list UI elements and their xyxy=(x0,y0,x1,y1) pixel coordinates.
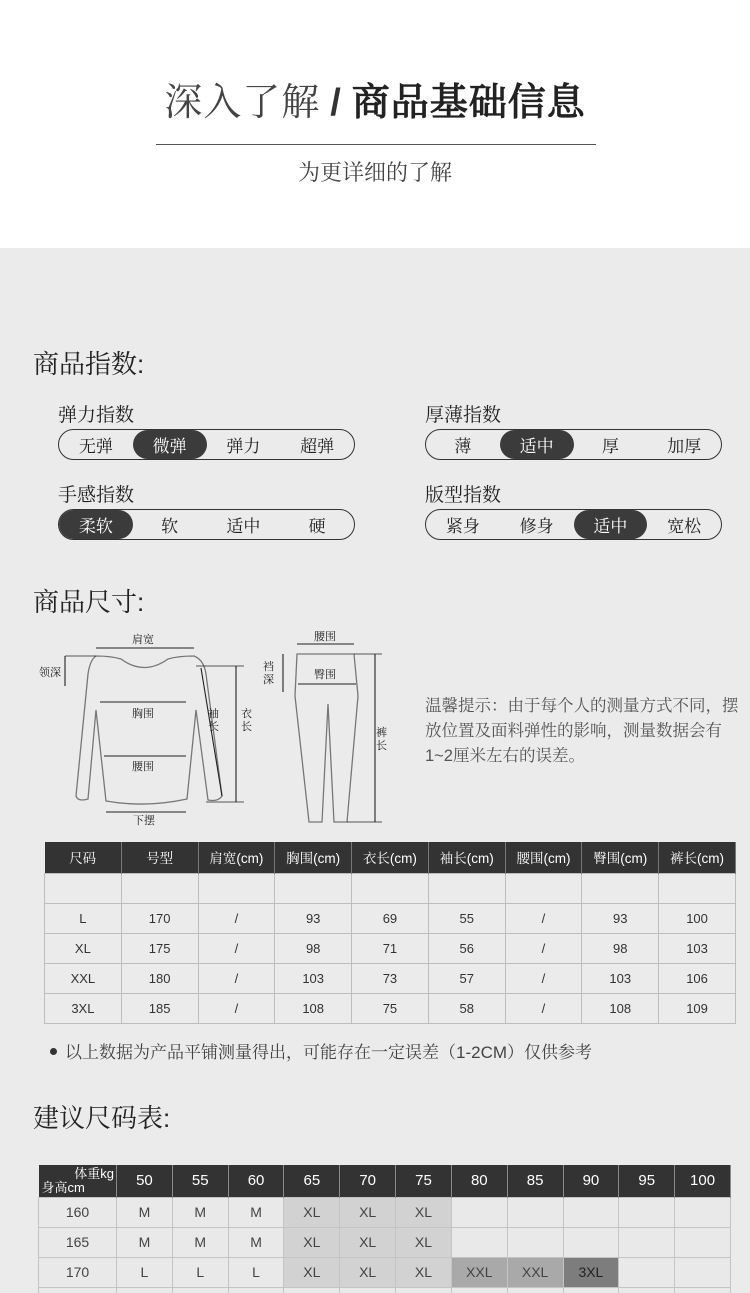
table-cell: 75 xyxy=(352,993,429,1023)
size-cell xyxy=(619,1227,675,1257)
size-cell xyxy=(619,1287,675,1293)
size-cell xyxy=(340,1287,396,1293)
size-cell: XL xyxy=(284,1257,340,1287)
size-cell xyxy=(675,1227,731,1257)
table-cell: 106 xyxy=(659,963,736,993)
height-cell: 165 xyxy=(39,1227,117,1257)
thickness-scale xyxy=(425,429,722,460)
table-cell: 170 xyxy=(121,903,198,933)
weight-header-cell: 80 xyxy=(451,1165,507,1197)
table-row xyxy=(39,1257,731,1287)
hand-feel-scale xyxy=(58,509,355,540)
weight-header-cell: 90 xyxy=(563,1165,619,1197)
size-cell xyxy=(563,1197,619,1227)
table-cell: 98 xyxy=(582,933,659,963)
size-cell xyxy=(396,1287,452,1293)
height-cell: 160 xyxy=(39,1197,117,1227)
table-cell: 108 xyxy=(275,993,352,1023)
size-cell xyxy=(228,1287,284,1293)
table-cell: 180 xyxy=(121,963,198,993)
size-cell xyxy=(507,1227,563,1257)
table-cell xyxy=(275,873,352,903)
table-cell: 175 xyxy=(121,933,198,963)
rise-label-2: 深 xyxy=(263,674,274,686)
table-row xyxy=(39,1197,731,1227)
hand-feel-label: 手感指数 xyxy=(58,485,135,506)
thickness-option: 厚 xyxy=(601,437,619,456)
chest-label: 胸围 xyxy=(132,708,154,720)
weight-header-cell: 70 xyxy=(340,1165,396,1197)
hand-feel-option: 适中 xyxy=(226,517,261,536)
size-cell: XXL xyxy=(451,1257,507,1287)
fit-option-selected: 适中 xyxy=(574,510,648,539)
table-cell: / xyxy=(505,903,582,933)
weight-header-cell: 85 xyxy=(507,1165,563,1197)
header-cell: 尺码 xyxy=(45,842,122,873)
size-cell: XL xyxy=(284,1197,340,1227)
size-section-title: 商品尺寸: xyxy=(33,587,145,617)
size-cell: XL xyxy=(284,1227,340,1257)
table-cell: 69 xyxy=(352,903,429,933)
weight-header-cell: 95 xyxy=(619,1165,675,1197)
neck-depth-label: 领深 xyxy=(39,667,61,679)
size-cell xyxy=(619,1197,675,1227)
thickness-option: 加厚 xyxy=(667,437,702,456)
table-cell xyxy=(582,873,659,903)
table-cell: / xyxy=(198,933,275,963)
table-cell xyxy=(505,873,582,903)
size-cell xyxy=(563,1227,619,1257)
bullet-icon xyxy=(50,1048,57,1055)
title-divider xyxy=(156,144,596,145)
pants-length-label-1: 裤 xyxy=(376,727,387,739)
weight-header-cell: 100 xyxy=(675,1165,731,1197)
header-cell: 衣长(cm) xyxy=(352,842,429,873)
header-cell: 肩宽(cm) xyxy=(198,842,275,873)
size-cell xyxy=(507,1287,563,1293)
size-cell: 3XL xyxy=(563,1257,619,1287)
recommend-table xyxy=(38,1165,731,1293)
weight-header-cell: 75 xyxy=(396,1165,452,1197)
size-cell xyxy=(451,1197,507,1227)
table-cell: 109 xyxy=(659,993,736,1023)
index-section-title: 商品指数: xyxy=(33,349,145,379)
table-cell xyxy=(121,873,198,903)
title-slash: / xyxy=(330,82,342,124)
table-cell: 103 xyxy=(275,963,352,993)
recommend-section-title: 建议尺码表: xyxy=(33,1103,171,1133)
table-cell: 98 xyxy=(275,933,352,963)
pants-length-label-2: 长 xyxy=(376,740,387,752)
table-cell: 100 xyxy=(659,903,736,933)
hip-label: 臀围 xyxy=(314,669,336,681)
size-cell xyxy=(675,1257,731,1287)
size-cell xyxy=(284,1287,340,1293)
fit-option: 宽松 xyxy=(667,517,702,536)
length-label-1: 衣 xyxy=(241,708,252,720)
table-cell: 55 xyxy=(428,903,505,933)
table-cell: 71 xyxy=(352,933,429,963)
height-axis-label: 身高cm xyxy=(41,1179,85,1195)
header-cell: 袖长(cm) xyxy=(428,842,505,873)
length-label-2: 长 xyxy=(241,721,252,733)
size-cell: L xyxy=(228,1257,284,1287)
size-cell: M xyxy=(172,1227,228,1257)
header-cell: 号型 xyxy=(121,842,198,873)
table-cell xyxy=(198,873,275,903)
size-table-body xyxy=(45,873,736,1023)
table-row xyxy=(45,933,736,963)
weight-axis-label: 体重kg xyxy=(74,1165,114,1181)
elasticity-option: 无弹 xyxy=(78,437,113,456)
table-cell: 57 xyxy=(428,963,505,993)
header-cell: 腰围(cm) xyxy=(505,842,582,873)
size-cell xyxy=(451,1287,507,1293)
size-note xyxy=(50,1038,592,1063)
size-cell xyxy=(172,1287,228,1293)
size-cell xyxy=(451,1227,507,1257)
table-cell: 56 xyxy=(428,933,505,963)
table-cell: XXL xyxy=(45,963,122,993)
table-row xyxy=(39,1287,731,1293)
table-cell: / xyxy=(198,903,275,933)
table-cell: 108 xyxy=(582,993,659,1023)
height-cell: 170 xyxy=(39,1257,117,1287)
table-cell: 73 xyxy=(352,963,429,993)
size-note-text: 以上数据为产品平铺测量得出，可能存在一定误差（1-2CM）仅供参考 xyxy=(65,1043,593,1062)
thickness-option-selected: 适中 xyxy=(500,430,574,459)
table-cell: L xyxy=(45,903,122,933)
weight-header-cell: 65 xyxy=(284,1165,340,1197)
thickness-option: 薄 xyxy=(454,437,472,456)
thickness-label: 厚薄指数 xyxy=(425,405,502,426)
table-cell: 58 xyxy=(428,993,505,1023)
table-row xyxy=(39,1227,731,1257)
recommend-table-body xyxy=(39,1197,731,1293)
size-table xyxy=(44,842,736,1024)
table-row xyxy=(45,903,736,933)
hem-label: 下摆 xyxy=(133,815,155,827)
table-cell: 103 xyxy=(659,933,736,963)
shoulder-label: 肩宽 xyxy=(132,634,154,646)
table-cell: / xyxy=(505,993,582,1023)
size-cell xyxy=(117,1287,173,1293)
elasticity-option: 超弹 xyxy=(300,437,335,456)
table-cell xyxy=(659,873,736,903)
measurement-diagram xyxy=(36,626,396,832)
weight-header-cell: 55 xyxy=(172,1165,228,1197)
title-bold: 商品基础信息 xyxy=(351,82,586,124)
size-cell: L xyxy=(172,1257,228,1287)
top-garment-outline xyxy=(76,656,222,804)
table-cell: XL xyxy=(45,933,122,963)
rise-label-1: 裆 xyxy=(263,661,274,673)
page-title xyxy=(0,80,750,126)
size-cell: M xyxy=(117,1197,173,1227)
header-cell: 裤长(cm) xyxy=(659,842,736,873)
elasticity-scale xyxy=(58,429,355,460)
table-cell xyxy=(45,873,122,903)
size-cell: XXL xyxy=(507,1257,563,1287)
title-light: 深入了解 xyxy=(164,82,321,124)
waist-label: 腰围 xyxy=(132,761,154,773)
header-section xyxy=(0,0,750,248)
size-cell: XL xyxy=(396,1197,452,1227)
table-cell: 93 xyxy=(275,903,352,933)
sleeve-label-2: 长 xyxy=(208,721,219,733)
table-cell xyxy=(428,873,505,903)
fit-label: 版型指数 xyxy=(425,485,502,506)
size-cell: XL xyxy=(396,1227,452,1257)
size-cell: M xyxy=(228,1197,284,1227)
table-cell: / xyxy=(505,933,582,963)
size-cell: M xyxy=(172,1197,228,1227)
size-cell: L xyxy=(117,1257,173,1287)
hand-feel-option: 硬 xyxy=(308,517,326,536)
size-cell xyxy=(675,1287,731,1293)
table-cell: / xyxy=(505,963,582,993)
fit-scale xyxy=(425,509,722,540)
sleeve-label-1: 袖 xyxy=(208,708,219,720)
fit-option: 紧身 xyxy=(445,517,480,536)
table-cell: 3XL xyxy=(45,993,122,1023)
table-cell xyxy=(352,873,429,903)
pants-waist-label: 腰围 xyxy=(314,631,336,643)
page-subtitle: 为更详细的了解 xyxy=(297,160,452,185)
size-cell xyxy=(563,1287,619,1293)
table-cell: 185 xyxy=(121,993,198,1023)
corner-cell xyxy=(39,1165,117,1197)
size-cell: XL xyxy=(340,1257,396,1287)
height-cell xyxy=(39,1287,117,1293)
elasticity-option-selected: 微弹 xyxy=(133,430,207,459)
table-cell: 93 xyxy=(582,903,659,933)
size-cell: XL xyxy=(396,1257,452,1287)
size-cell: XL xyxy=(340,1227,396,1257)
table-row xyxy=(45,993,736,1023)
weight-header-cell: 50 xyxy=(117,1165,173,1197)
weight-header-cell: 60 xyxy=(228,1165,284,1197)
table-cell: / xyxy=(198,993,275,1023)
size-cell xyxy=(507,1197,563,1227)
header-cell: 臀围(cm) xyxy=(582,842,659,873)
table-cell: / xyxy=(198,963,275,993)
size-table-header xyxy=(45,842,736,873)
elasticity-option: 弹力 xyxy=(226,437,261,456)
size-cell xyxy=(675,1197,731,1227)
size-cell: M xyxy=(228,1227,284,1257)
size-cell: M xyxy=(117,1227,173,1257)
table-row xyxy=(45,873,736,903)
recommend-table-header xyxy=(39,1165,731,1197)
size-cell: XL xyxy=(340,1197,396,1227)
elasticity-label: 弹力指数 xyxy=(58,405,135,426)
measurement-tip: 温馨提示：由于每个人的测量方式不同，摆放位置及面料弹性的影响，测量数据会有1~2厘米左右的误差。 xyxy=(425,697,739,765)
table-cell: 103 xyxy=(582,963,659,993)
fit-option: 修身 xyxy=(519,517,554,536)
size-cell xyxy=(619,1257,675,1287)
header-cell: 胸围(cm) xyxy=(275,842,352,873)
table-row xyxy=(45,963,736,993)
hand-feel-option: 软 xyxy=(161,517,179,536)
hand-feel-option-selected: 柔软 xyxy=(59,510,133,539)
